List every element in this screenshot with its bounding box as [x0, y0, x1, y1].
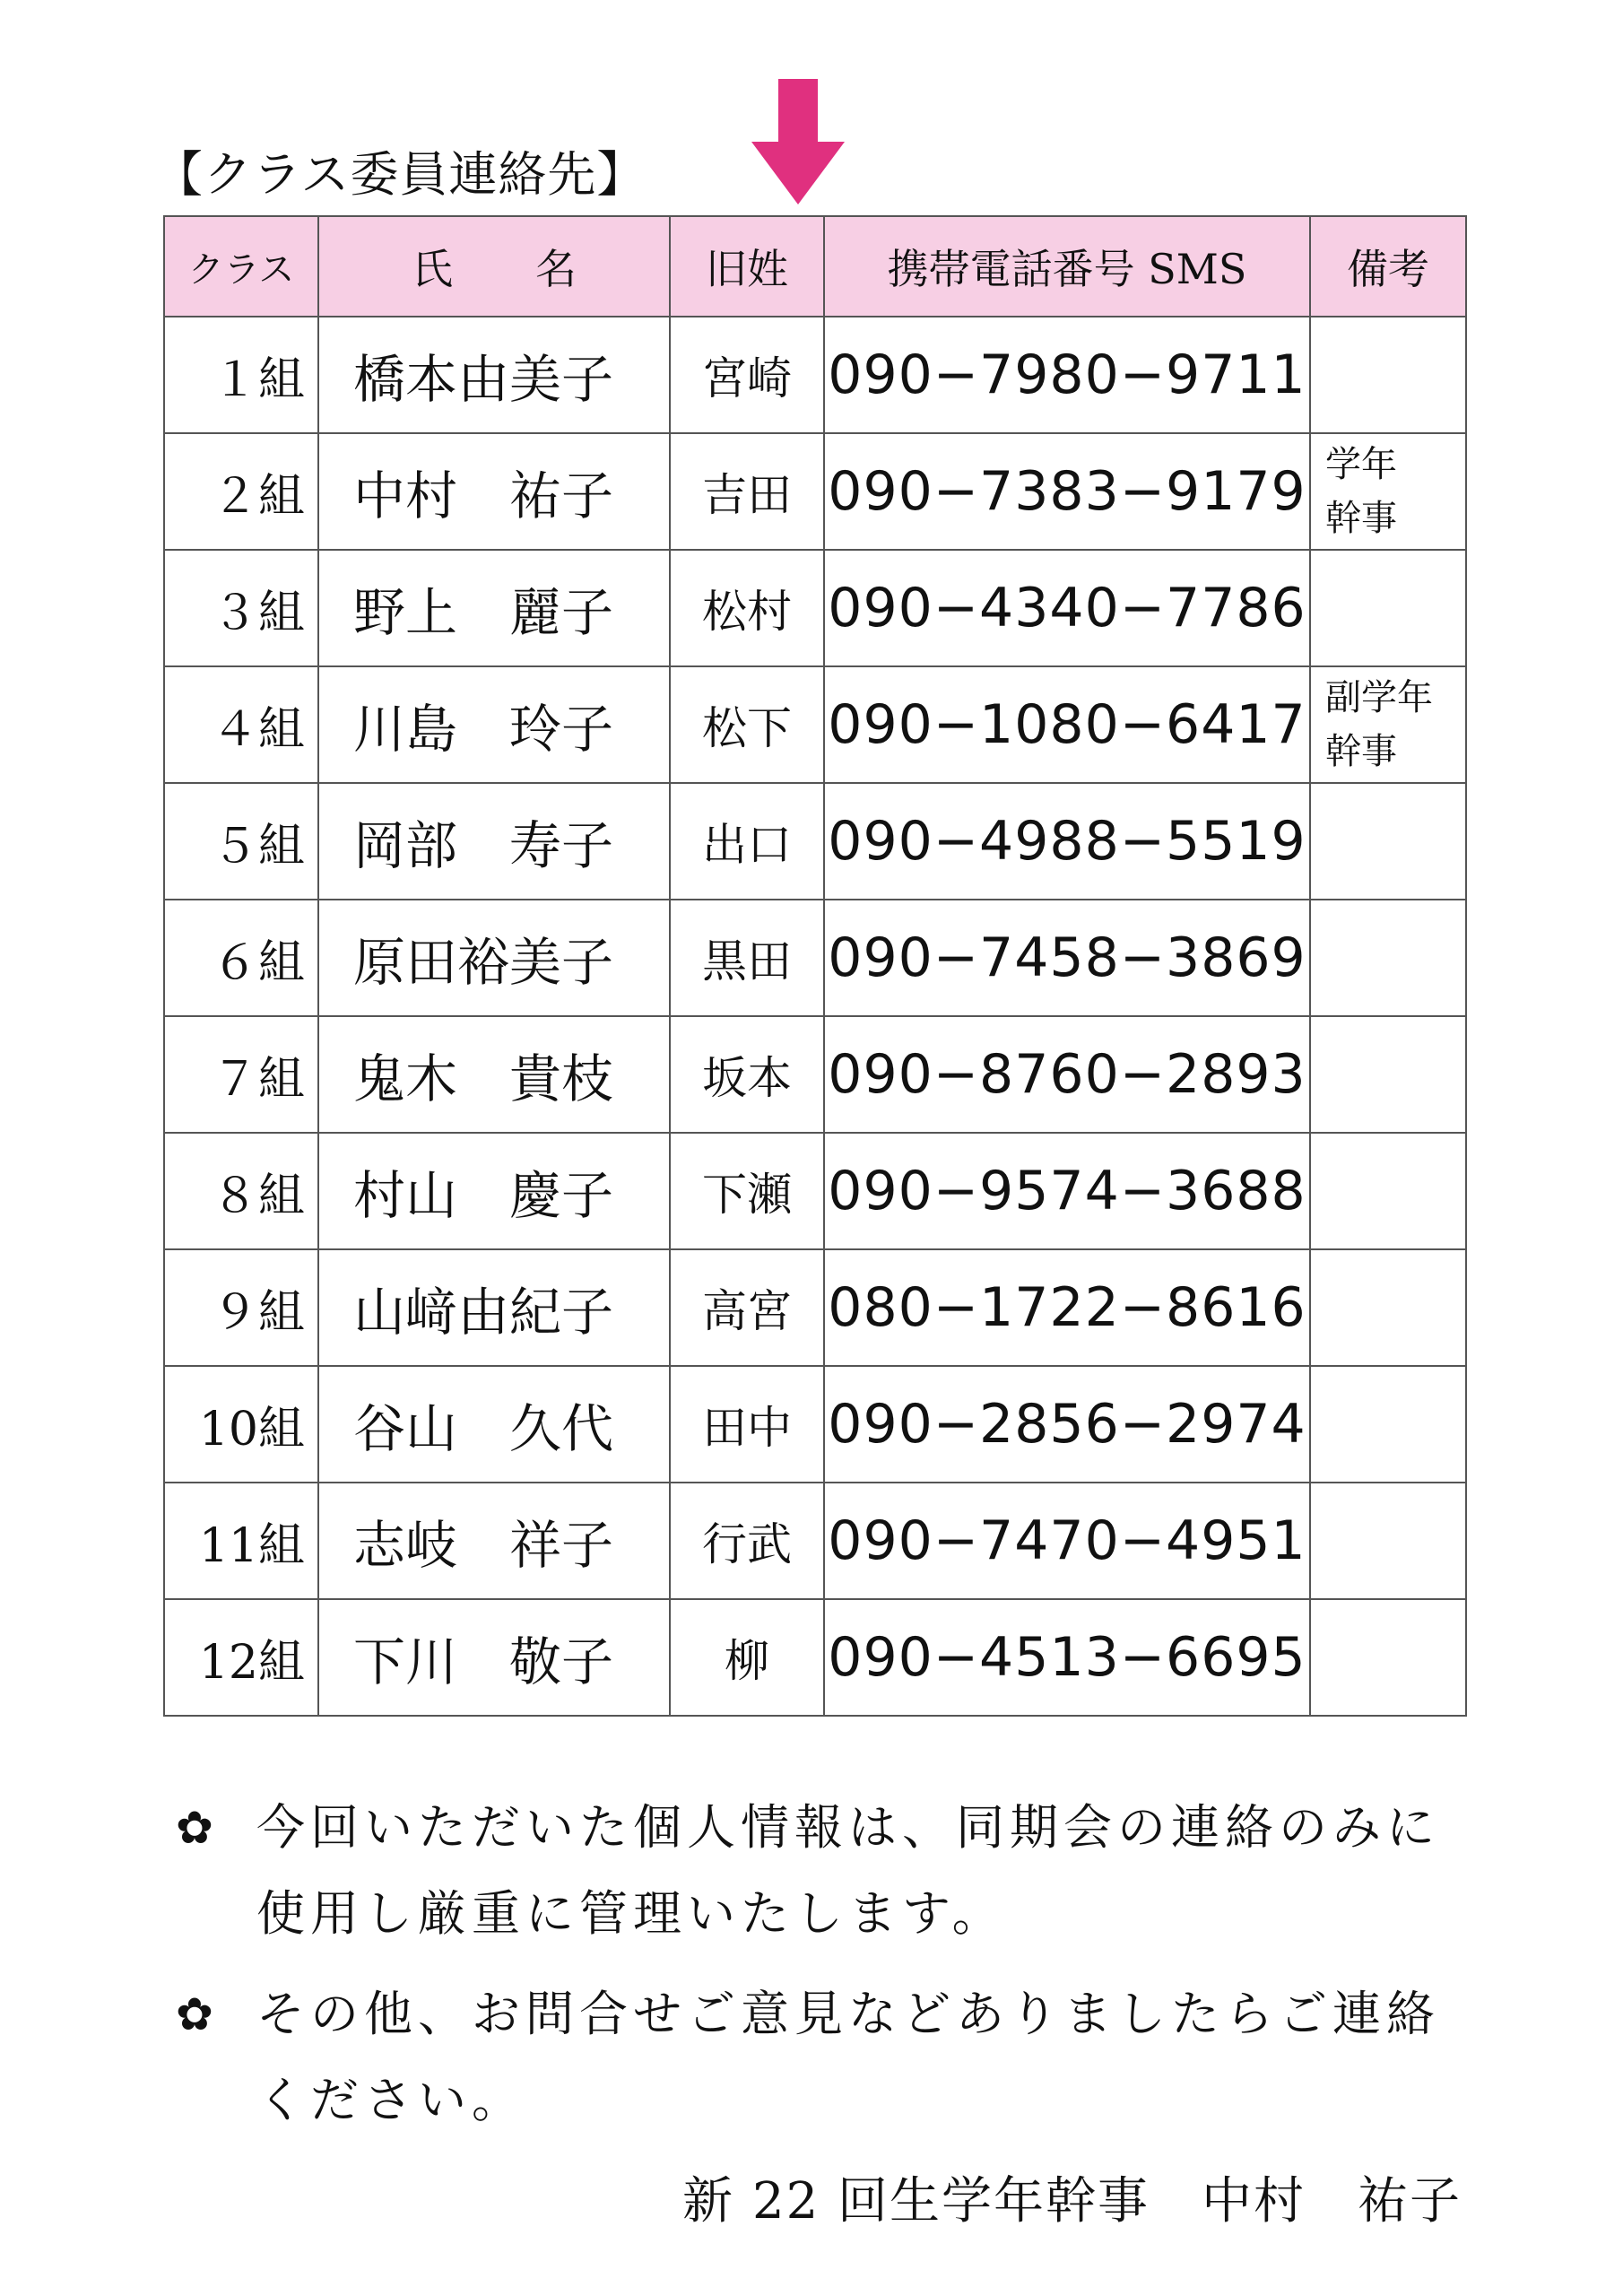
contact-table: [163, 215, 1467, 1717]
cell-name: 山﨑由紀子: [318, 1249, 670, 1366]
table-row: [164, 1599, 1466, 1716]
cell-class: 11組: [164, 1483, 318, 1599]
cell-phone: 090−4988−5519: [824, 783, 1310, 900]
cell-phone: 090−7383−9179: [824, 433, 1310, 550]
notes-section: [176, 1785, 1476, 2158]
table-header-row: [164, 216, 1466, 317]
table-row: [164, 433, 1466, 550]
cell-note: [1310, 1599, 1466, 1716]
cell-note: [1310, 1016, 1466, 1133]
cell-maiden-name: 高宮: [670, 1249, 824, 1366]
cell-class: ２組: [164, 433, 318, 550]
cell-name: 中村 祐子: [318, 433, 670, 550]
cell-maiden-name: 行武: [670, 1483, 824, 1599]
cell-maiden-name: 田中: [670, 1366, 824, 1483]
cell-class: ５組: [164, 783, 318, 900]
cell-phone: 090−7980−9711: [824, 317, 1310, 433]
note-item: [176, 1971, 1476, 2144]
cell-phone: 090−4340−7786: [824, 550, 1310, 666]
cell-class: ９組: [164, 1249, 318, 1366]
cell-maiden-name: 黒田: [670, 900, 824, 1016]
table-row: [164, 783, 1466, 900]
cell-name: 川島 玲子: [318, 666, 670, 783]
flower-bullet-icon: ✿: [176, 1988, 213, 2040]
note-text: 今回いただいた個人情報は、同期会の連絡のみに使用し厳重に管理いたします。: [256, 1799, 1440, 1942]
cell-note: [1310, 1249, 1466, 1366]
header-name: 氏 名: [318, 216, 670, 317]
table-row: [164, 317, 1466, 433]
note-line: 幹事: [1325, 498, 1397, 539]
cell-name: 岡部 寿子: [318, 783, 670, 900]
cell-note: [1310, 900, 1466, 1016]
cell-class: 10組: [164, 1366, 318, 1483]
table-row: [164, 1483, 1466, 1599]
cell-maiden-name: 宮崎: [670, 317, 824, 433]
cell-phone: 090−7458−3869: [824, 900, 1310, 1016]
cell-name: 原田裕美子: [318, 900, 670, 1016]
cell-name: 橋本由美子: [318, 317, 670, 433]
cell-phone: 090−2856−2974: [824, 1366, 1310, 1483]
table-row: [164, 1249, 1466, 1366]
cell-class: 12組: [164, 1599, 318, 1716]
cell-maiden-name: 松下: [670, 666, 824, 783]
cell-name: 志岐 祥子: [318, 1483, 670, 1599]
cell-note: [1310, 783, 1466, 900]
note-line: 副学年: [1325, 677, 1433, 718]
table-row: [164, 1366, 1466, 1483]
header-notes: 備考: [1310, 216, 1466, 317]
cell-name: 鬼木 貴枝: [318, 1016, 670, 1133]
note-item: [176, 1785, 1476, 1957]
cell-phone: 090−1080−6417: [824, 666, 1310, 783]
cell-maiden-name: 坂本: [670, 1016, 824, 1133]
cell-maiden-name: 出口: [670, 783, 824, 900]
note-line: 学年: [1325, 444, 1397, 485]
table-row: [164, 1133, 1466, 1249]
cell-class: ４組: [164, 666, 318, 783]
header-maiden-name: 旧姓: [670, 216, 824, 317]
down-arrow-icon: [751, 79, 845, 204]
note-line: 幹事: [1325, 731, 1397, 772]
cell-note: [1310, 1133, 1466, 1249]
cell-note: [1310, 1483, 1466, 1599]
header-phone: 携帯電話番号 SMS: [824, 216, 1310, 317]
cell-name: 村山 慶子: [318, 1133, 670, 1249]
cell-class: ７組: [164, 1016, 318, 1133]
cell-phone: 090−7470−4951: [824, 1483, 1310, 1599]
cell-maiden-name: 柳: [670, 1599, 824, 1716]
cell-class: ３組: [164, 550, 318, 666]
cell-maiden-name: 下瀬: [670, 1133, 824, 1249]
table-row: [164, 1016, 1466, 1133]
table-row: [164, 900, 1466, 1016]
note-text: その他、お問合せご意見などありましたらご連絡ください。: [256, 1986, 1440, 2128]
header-class: クラス: [164, 216, 318, 317]
cell-note: [1310, 550, 1466, 666]
cell-note: [1310, 433, 1466, 550]
cell-note: [1310, 317, 1466, 433]
signature: 新 22 回生学年幹事 中村 祐子: [682, 2172, 1462, 2231]
cell-phone: 080−1722−8616: [824, 1249, 1310, 1366]
cell-class: ８組: [164, 1133, 318, 1249]
table-row: [164, 666, 1466, 783]
cell-phone: 090−4513−6695: [824, 1599, 1310, 1716]
cell-note: [1310, 1366, 1466, 1483]
cell-note: [1310, 666, 1466, 783]
cell-class: １組: [164, 317, 318, 433]
cell-phone: 090−8760−2893: [824, 1016, 1310, 1133]
cell-phone: 090−9574−3688: [824, 1133, 1310, 1249]
table-row: [164, 550, 1466, 666]
cell-name: 野上 麗子: [318, 550, 670, 666]
cell-class: ６組: [164, 900, 318, 1016]
cell-name: 谷山 久代: [318, 1366, 670, 1483]
cell-maiden-name: 吉田: [670, 433, 824, 550]
cell-name: 下川 敬子: [318, 1599, 670, 1716]
flower-bullet-icon: ✿: [176, 1802, 213, 1854]
page-title: 【クラス委員連絡先】: [154, 146, 647, 203]
cell-maiden-name: 松村: [670, 550, 824, 666]
